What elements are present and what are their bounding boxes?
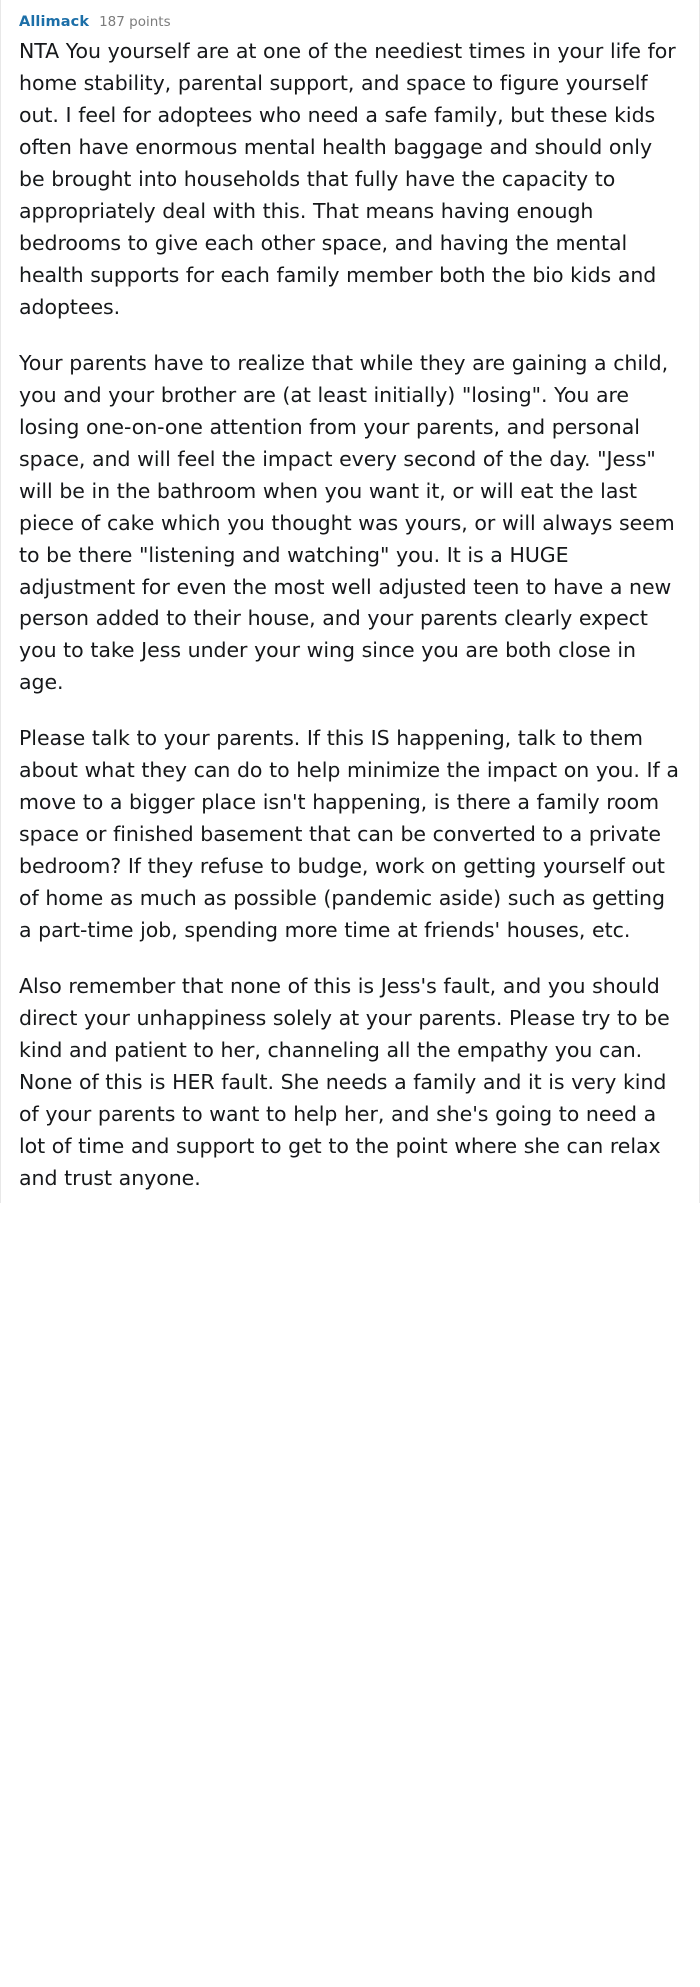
comment-paragraph: Your parents have to realize that while they are gaining a child, you and your brother are (at least initially) "losing". You are losing one-on-one attention from your parents, and personal space, and will feel the impact every second of the day. "Jess" will be in the bathroom when you want it, or will eat the last piece of cake which you thought was yours, or will always seem to be there "listening and watching" you. It is a HUGE adjustment for even the most well adjusted teen to have a new person added to their house, and your parents clearly expect you to take Jess under your wing since you are both close in age. (19, 350, 675, 695)
comment-author[interactable]: Allimack (19, 14, 90, 30)
comment-body (19, 36, 681, 1195)
comment-bottom-spacer (19, 1195, 681, 1203)
comment-paragraph: Please talk to your parents. If this IS happening, talk to them about what they can do to help minimize the impact on you. If a move to a bigger place isn't happening, is there a family room space or finished basement that can be converted to a private bedroom? If they refuse to budge, work on getting yourself out of home as much as possible (pandemic aside) such as getting a part-time job, spending more time at friends' houses, etc. (19, 726, 679, 943)
comment-paragraph: NTA You yourself are at one of the neediest times in your life for home stability, parental support, and space to figure yourself out. I feel for adoptees who need a safe family, but these kids often have enormous mental health baggage and should only be brought into households that fully have the capacity to appropriately deal with this. That means having enough bedrooms to give each other space, and having the mental health supports for each family member both the bio kids and adoptees. (19, 39, 676, 319)
comment-header (19, 0, 681, 36)
comment-points: 187 points (99, 14, 171, 30)
comment-paragraph: Also remember that none of this is Jess's fault, and you should direct your unhappiness solely at your parents. Please try to be kind and patient to her, channeling all the empathy you can. None of this is HER fault. She needs a family and it is very kind of your parents to want to help her, and she's going to need a lot of time and support to get to the point where she can relax and trust anyone. (19, 974, 670, 1190)
